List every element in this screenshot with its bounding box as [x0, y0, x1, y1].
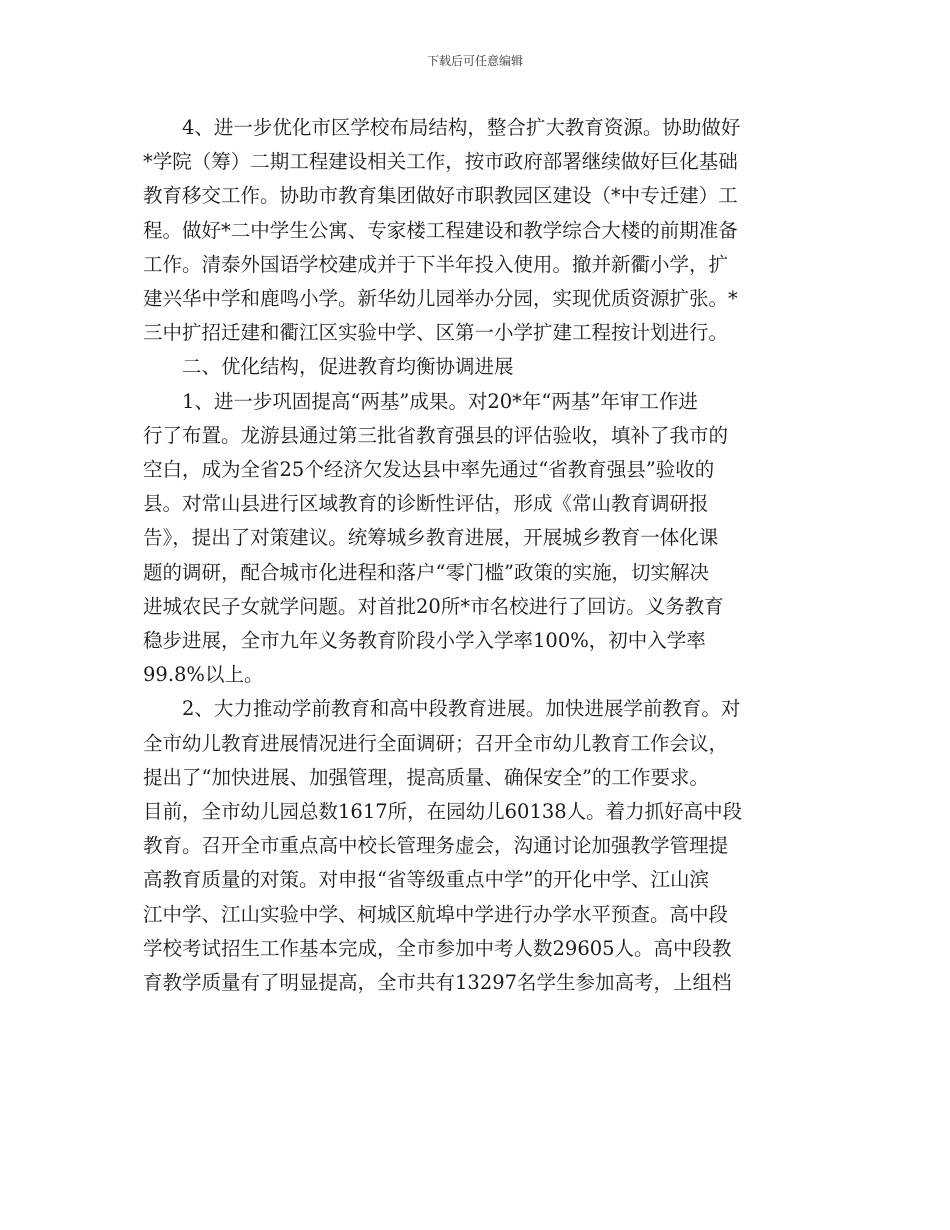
text-line: 行了布置。龙游县通过第三批省教育强县的评估验收，填补了我市的	[143, 423, 729, 447]
text-line: 育教学质量有了明显提高，全市共有13297名学生参加高考，上组档	[143, 971, 732, 995]
text-line: 空白，成为全省25个经济欠发达县中率先通过“省教育强县”验收的	[143, 458, 715, 482]
text-line: 稳步进展，全市九年义务教育阶段小学入学率100%，初中入学率	[143, 629, 706, 653]
text-line: 目前，全市幼儿园总数1617所，在园幼儿60138人。着力抓好高中段	[143, 800, 743, 824]
text-line: 1、进一步巩固提高“两基”成果。对20*年“两基”年审工作进	[182, 389, 698, 413]
heading-line: 二、优化结构，促进教育均衡协调进展	[182, 355, 514, 379]
text-line: 告》，提出了对策建议。统筹城乡教育进展，开展城乡教育一体化课	[143, 526, 719, 550]
paragraph-school-layout	[143, 111, 807, 350]
text-line: 进城农民子女就学问题。对首批20所*市名校进行了回访。义务教育	[143, 594, 724, 618]
document-body	[143, 111, 807, 1000]
text-line: 99.8%以上。	[143, 663, 264, 687]
page-header-note: 下载后可任意编辑	[426, 54, 523, 68]
text-line: 学校考试招生工作基本完成，全市参加中考人数29605人。高中段教	[143, 936, 732, 960]
text-line: 建兴华中学和鹿鸣小学。新华幼儿园举办分园，实现优质资源扩张。*	[143, 287, 738, 311]
paragraph-preschool-highschool	[143, 692, 807, 1000]
section-heading	[143, 350, 807, 384]
text-line: *学院（筹）二期工程建设相关工作，按市政府部署继续做好巨化基础	[143, 150, 738, 174]
text-line: 县。对常山县进行区域教育的诊断性评估，形成《常山教育调研报	[143, 492, 709, 516]
text-line: 题的调研，配合城市化进程和落户“零门槛”政策的实施，切实解决	[143, 560, 709, 584]
text-line: 教育。召开全市重点高中校长管理务虚会，沟通讨论加强教学管理提	[143, 834, 729, 858]
text-line: 工作。清泰外国语学校建成并于下半年投入使用。撤并新衢小学，扩	[143, 252, 729, 276]
text-line: 高教育质量的对策。对申报“省等级重点中学”的开化中学、江山滨	[143, 868, 709, 892]
text-line: 提出了“加快进展、加强管理，提高质量、确保安全”的工作要求。	[143, 765, 709, 789]
text-line: 教育移交工作。协助市教育集团做好市职教园区建设（*中专迁建）工	[143, 184, 738, 208]
text-line: 2、大力推动学前教育和高中段教育进展。加快进展学前教育。对	[182, 697, 741, 721]
text-line: 4、进一步优化市区学校布局结构，整合扩大教育资源。协助做好	[182, 116, 741, 139]
text-line: 全市幼儿教育进展情况进行全面调研；召开全市幼儿教育工作会议，	[143, 731, 729, 755]
paragraph-two-basics	[143, 385, 807, 693]
text-line: 江中学、江山实验中学、柯城区航埠中学进行办学水平预查。高中段	[143, 902, 729, 926]
text-line: 三中扩招迁建和衢江区实验中学、区第一小学扩建工程按计划进行。	[143, 321, 729, 345]
text-line: 程。做好*二中学生公寓、专家楼工程建设和教学综合大楼的前期准备	[143, 218, 738, 242]
